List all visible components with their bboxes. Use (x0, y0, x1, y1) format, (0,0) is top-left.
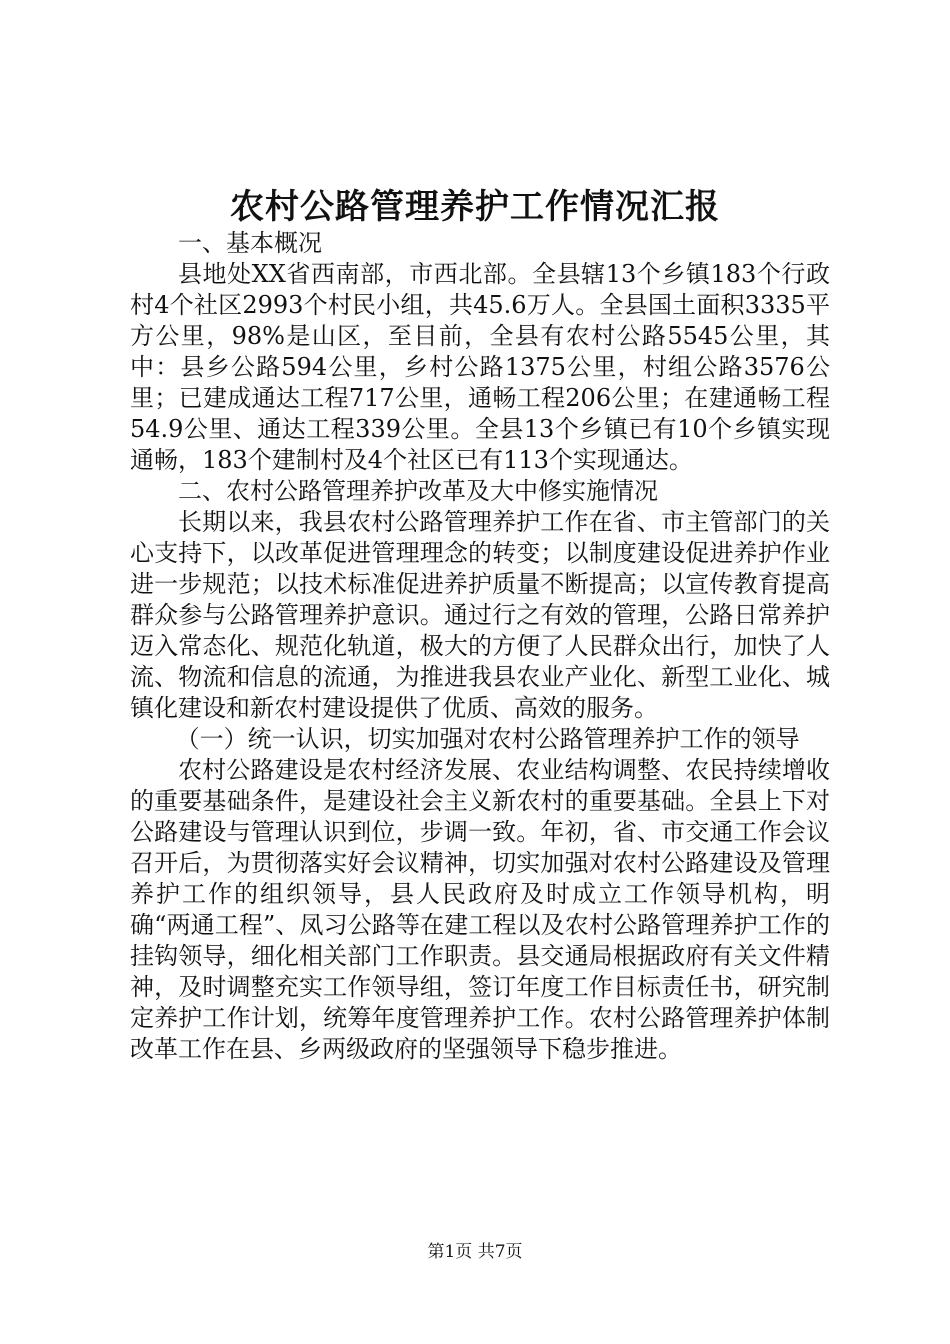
section-heading-reform: 二、农村公路管理养护改革及大中修实施情况 (178, 477, 658, 505)
document-body (130, 228, 830, 1065)
paragraph-overview: 县地处XX省西南部，市西北部。全县辖13个乡镇183个行政村4个社区2993个村民小组，共45.6万人。全县国土面积3335平方公里，98%是山区，至目前，全县有农村公路5545公里，其中：县乡公路594公里，乡村公路1375公里，村组公路3576公里；已建成通达工程717公里，通畅工程206公里；在建通畅工程54.9公里、通达工程339公里。全县13个乡镇已有10个乡镇实现通畅，183个建制村及4个社区已有113个实现通达。 (130, 260, 830, 474)
subsection-heading-leadership: （一）统一认识，切实加强对农村公路管理养护工作的领导 (175, 725, 800, 753)
paragraph-reform: 长期以来，我县农村公路管理养护工作在省、市主管部门的关心支持下，以改革促进管理理念的转变；以制度建设促进养护作业进一步规范；以技术标准促进养护质量不断提高；以宣传教育提高群众参与公路管理养护意识。通过行之有效的管理，公路日常养护迈入常态化、规范化轨道，极大的方便了人民群众出行，加快了人流、物流和信息的流通，为推进我县农业产业化、新型工业化、城镇化建设和新农村建设提供了优质、高效的服务。 (130, 508, 830, 722)
page-number-footer: 第1页 共7页 (427, 1242, 523, 1262)
paragraph-leadership: 农村公路建设是农村经济发展、农业结构调整、农民持续增收的重要基础条件，是建设社会主义新农村的重要基础。全县上下对公路建设与管理认识到位，步调一致。年初，省、市交通工作会议召开后，为贯彻落实好会议精神，切实加强对农村公路建设及管理养护工作的组织领导，县人民政府及时成立工作领导机构，明确“两通工程”、凤习公路等在建工程以及农村公路管理养护工作的挂钩领导，细化相关部门工作职责。县交通局根据政府有关文件精神，及时调整充实工作领导组，签订年度工作目标责任书，研究制定养护工作计划，统筹年度管理养护工作。农村公路管理养护体制改革工作在县、乡两级政府的坚强领导下稳步推进。 (130, 756, 830, 1063)
document-title: 农村公路管理养护工作情况汇报 (230, 187, 720, 227)
section-heading-overview: 一、基本概况 (178, 229, 322, 257)
